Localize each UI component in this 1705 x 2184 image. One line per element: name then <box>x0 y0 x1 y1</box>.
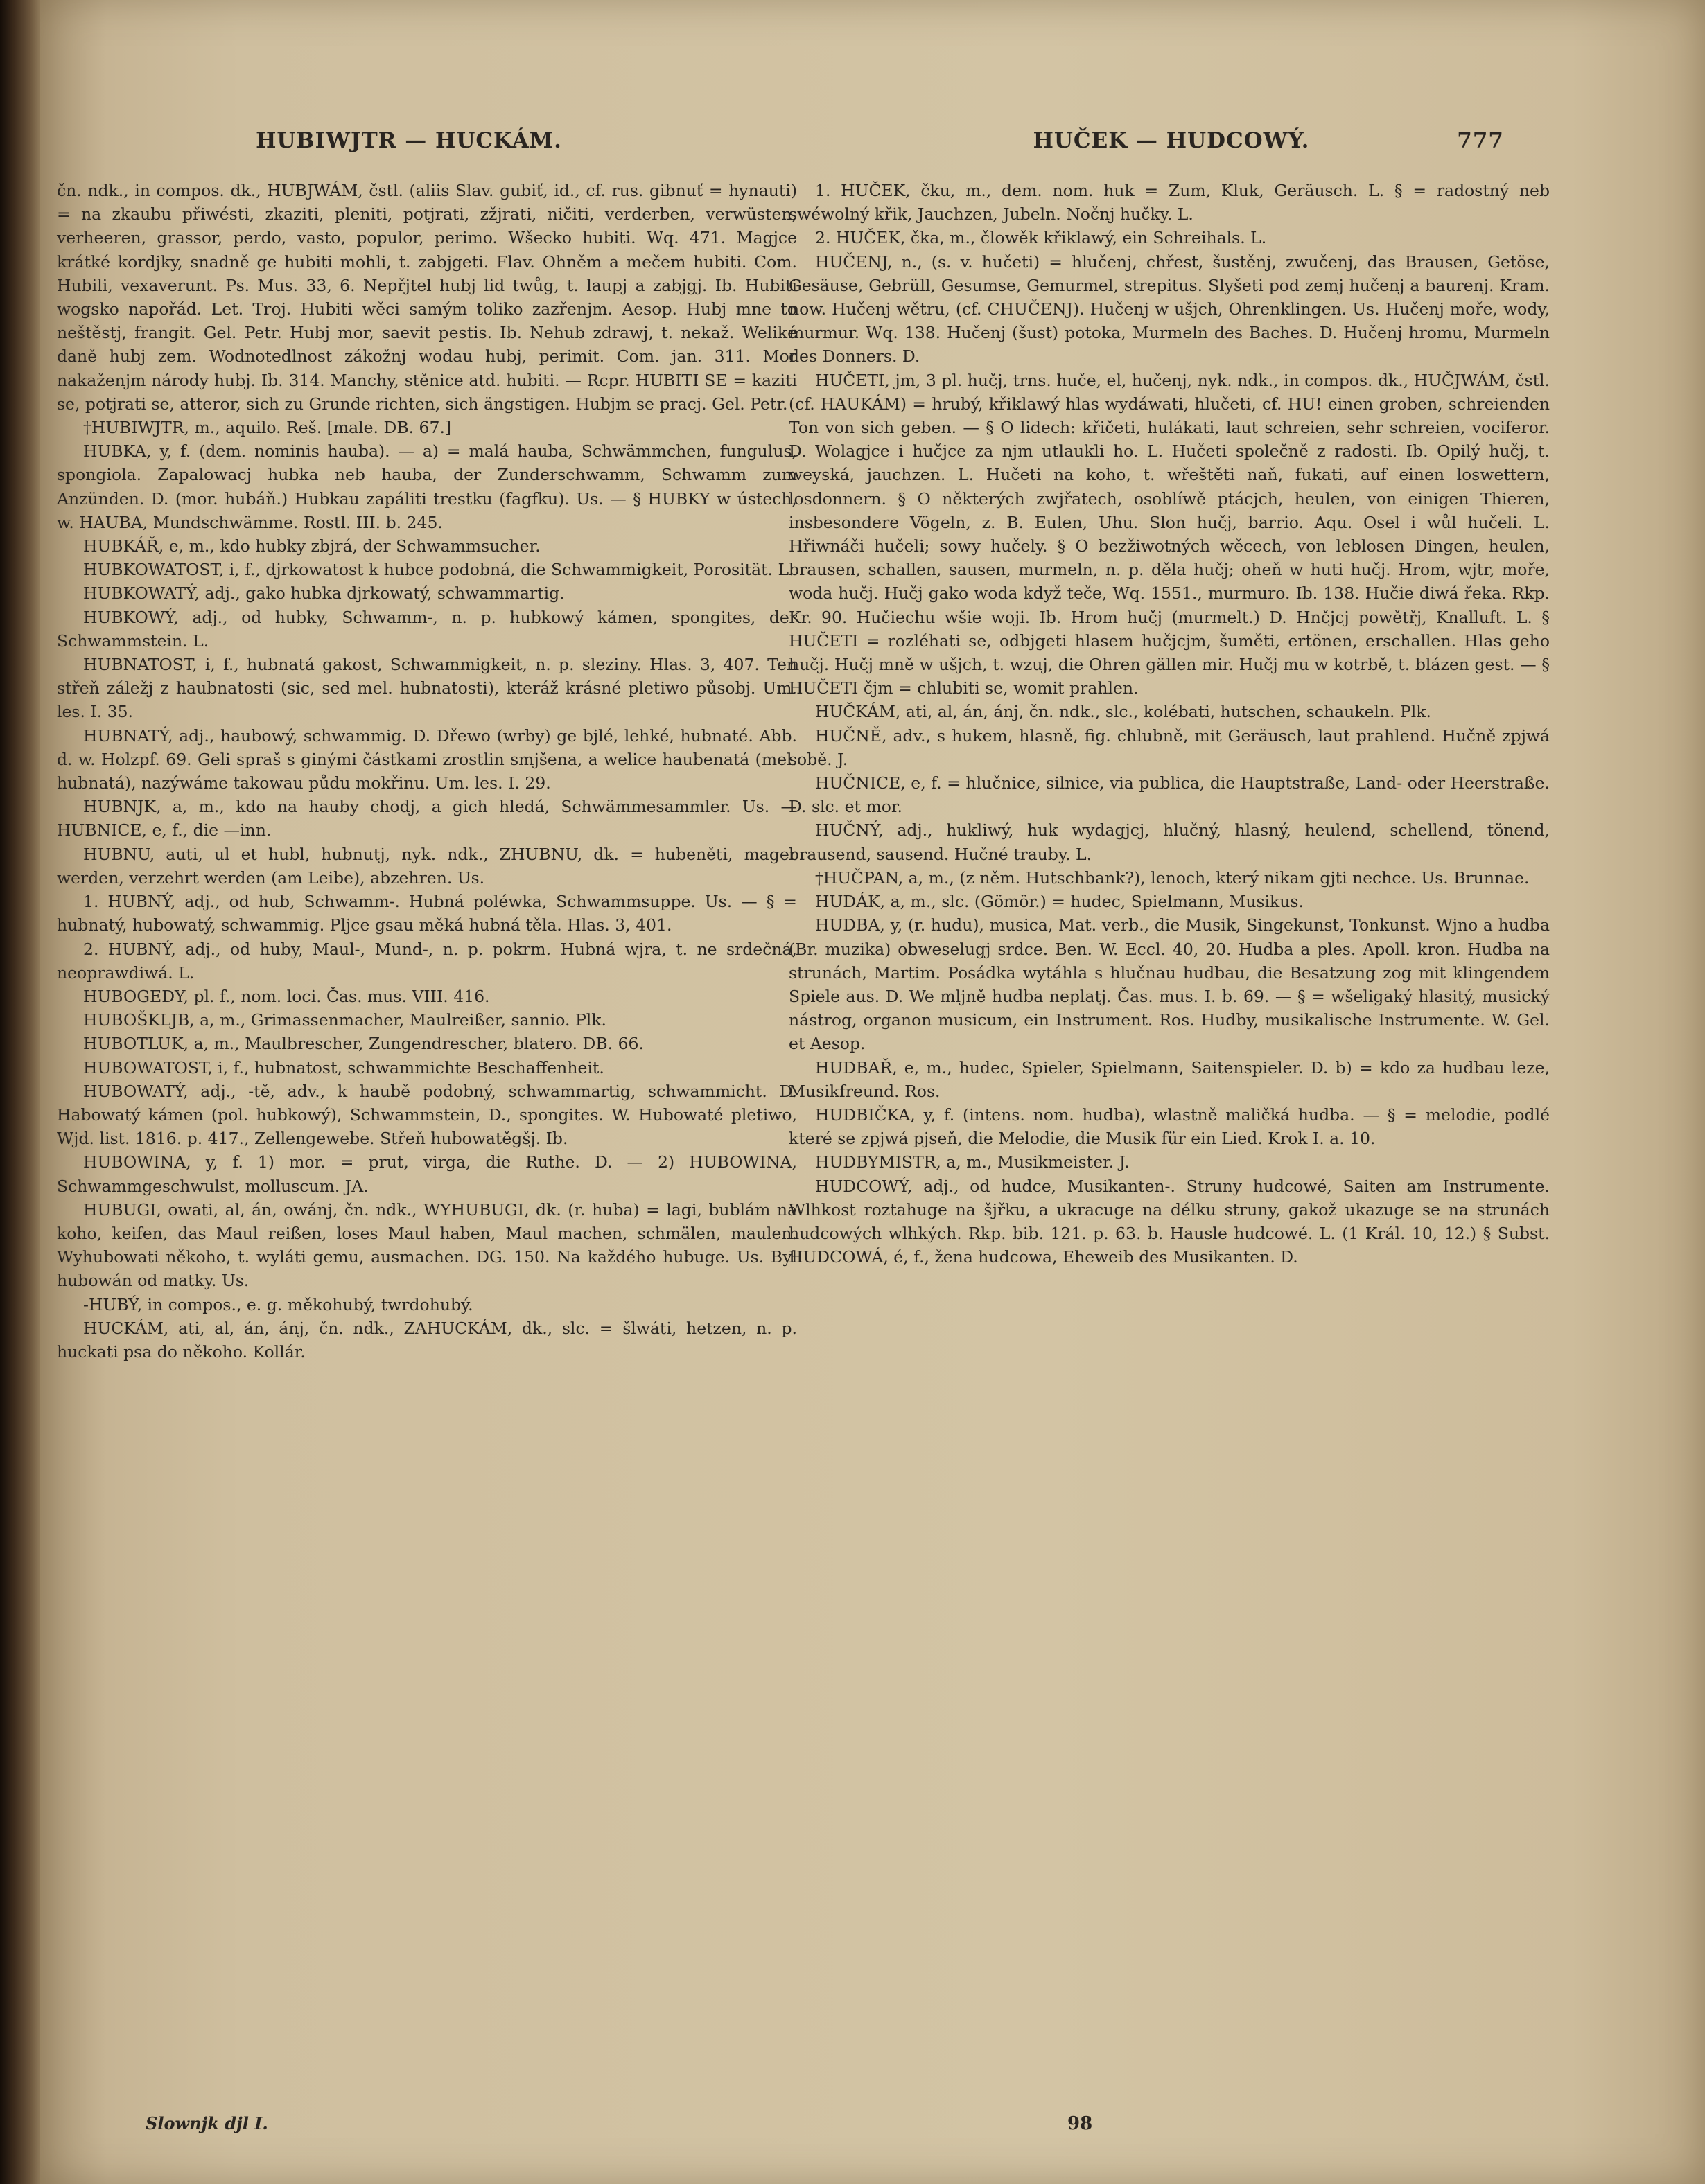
dictionary-entry: HUBKÁŘ, e, m., kdo hubky zbjrá, der Schwammsucher. <box>83 536 541 556</box>
dictionary-entry: HUBNJK, a, m., kdo na hauby chodj, a gich hledá, Schwämmesammler. Us. — HUBNICE, e, f., die —inn. <box>57 797 797 840</box>
dictionary-entry: HUCKÁM, ati, al, án, ánj, čn. ndk., ZAHUCKÁM, dk., slc. = šlwáti, hetzen, n. p. huckati psa do někoho. Kollár. <box>57 1318 797 1362</box>
right-column <box>789 179 1550 1269</box>
dictionary-entry: HUBOGEDY, pl. f., nom. loci. Čas. mus. VIII. 416. <box>83 986 490 1006</box>
dictionary-entry: HUBKOWÝ, adj., od hubky, Schwamm-, n. p. hubkowý kámen, spongites, der Schwammstein. L. <box>57 607 797 651</box>
dictionary-entry: HUDCOWÝ, adj., od hudce, Musikanten-. Struny hudcowé, Saiten am Instrumente. Wlhkost roztahuge na šjřku, a ukracuge na délku struny, gakož ukazuge se na strunách hudcowých wlhkých. Rkp. bib. 121. p. 63. b. Hausle hudcowé. L. (1 Král. 10, 12.) § Subst. HUDCOWÁ, é, f., žena hudcowa, Eheweib des Musikanten. D. <box>789 1176 1550 1267</box>
dictionary-entry: †HUČPAN, a, m., (z něm. Hutschbank?), lenoch, který nikam gjti nechce. Us. Brunnae. <box>815 868 1530 888</box>
dictionary-entry: HUBNATÝ, adj., haubowý, schwammig. D. Dřewo (wrby) ge bjlé, lehké, hubnaté. Abb. d. w. Holzpf. 69. Geli spraš s ginými částkami zrostlin smjšena, a welice haubenatá (mel. hubnatá), nazýwáme takowau půdu mokřinu. Um. les. I. 29. <box>57 725 797 793</box>
dictionary-entry: HUBNU, auti, ul et hubl, hubnutj, nyk. ndk., ZHUBNU, dk. = hubeněti, mager werden, verzehrt werden (am Leibe), abzehren. Us. <box>57 844 797 888</box>
book-spine-shadow <box>0 0 40 2184</box>
dictionary-entry: 1. HUBNÝ, adj., od hub, Schwamm-. Hubná poléwka, Schwammsuppe. Us. — § = hubnatý, hubowatý, schwammig. Pljce gsau měká hubná těla. Hlas. 3, 401. <box>57 892 797 935</box>
dictionary-entry: HUČNÝ, adj., hukliwý, huk wydagjcj, hlučný, hlasný, heulend, schellend, tönend, brausend, sausend. Hučné trauby. L. <box>789 820 1550 864</box>
dictionary-entry: HUDÁK, a, m., slc. (Gömör.) = hudec, Spielmann, Musikus. <box>815 892 1304 912</box>
dictionary-entry: 2. HUBNÝ, adj., od huby, Maul-, Mund-, n. p. pokrm. Hubná wjra, t. ne srdečná, neoprawdiwá. L. <box>57 939 797 983</box>
dictionary-entry: -HUBÝ, in compos., e. g. měkohubý, twrdohubý. <box>83 1294 473 1314</box>
dictionary-entry: HUČNĚ, adv., s hukem, hlasně, fig. chlubně, mit Geräusch, laut prahlend. Hučně zpjwá sobě. J. <box>789 725 1550 769</box>
dictionary-entry: HUČENJ, n., (s. v. hučeti) = hlučenj, chřest, šustěnj, zwučenj, das Brausen, Getöse, Gesäuse, Gebrüll, Gesumse, Gemurmel, strepitus. Slyšeti pod zemj hučenj a baurenj. Kram. now. Hučenj wětru, (cf. CHUČENJ). Hučenj w ušjch, Ohrenklingen. Us. Hučenj moře, wody, murmur. Wq. 138. Hučenj (šust) potoka, Murmeln des Baches. D. Hučenj hromu, Murmeln des Donners. D. <box>789 252 1550 367</box>
dictionary-entry: čn. ndk., in compos. dk., HUBJWÁM, čstl. (aliis Slav. gubiť, id., cf. rus. gibnuť = hynauti) = na zkaubu přiwésti, zkaziti, pleniti, potjrati, zžjrati, ničiti, verderben, verwüsten, verheeren, grassor, perdo, vasto, populor, perimo. Wšecko hubiti. Wq. 471. Magjce krátké kordjky, snadně ge hubiti mohli, t. zabjgeti. Flav. Ohněm a mečem hubiti. Com. Hubili, vexaverunt. Ps. Mus. 33, 6. Nepřjtel hubj lid twůg, t. laupj a zabjgj. Ib. Hubiti wogsko napořád. Let. Troj. Hubiti wěci samým toliko zazřenjm. Aesop. Hubj mne to neštěstj, frangit. Gel. Petr. Hubj mor, saevit pestis. Ib. Nehub zdrawj, t. nekaž. Weliké daně hubj zem. Wodnotedlnost zákožnj wodau hubj, perimit. Com. jan. 311. Mor nakaženjm národy hubj. Ib. 314. Manchy, stěnice atd. hubiti. — Rcpr. HUBITI SE = kaziti se, potjrati se, atteror, sich zu Grunde richten, sich ängstigen. Hubjm se pracj. Gel. Petr. <box>57 181 797 414</box>
dictionary-entry: HUBKOWATÝ, adj., gako hubka djrkowatý, schwammartig. <box>83 583 565 604</box>
dictionary-entry: HUBOWATOST, i, f., hubnatost, schwammichte Beschaffenheit. <box>83 1057 604 1077</box>
dictionary-entry: HUBUGI, owati, al, án, owánj, čn. ndk., WYHUBUGI, dk. (r. huba) = lagi, bublám na koho, keifen, das Maul reißen, loses Maul haben, Maul machen, schmälen, maulen. Wyhubowati někoho, t. wyláti gemu, ausmachen. DG. 150. Na každého hubuge. Us. Byl hubowán od matky. Us. <box>57 1199 797 1291</box>
dictionary-entry: HUBOŠKLJB, a, m., Grimassenmacher, Maulreißer, sannio. Plk. <box>83 1010 607 1030</box>
running-head-right: HUČEK — HUDCOWÝ. <box>1033 128 1310 153</box>
dictionary-entry: HUČNICE, e, f. = hlučnice, silnice, via publica, die Hauptstraße, Land- oder Heerstraße. D. slc. et mor. <box>789 773 1550 817</box>
signature-mark: Slownjk djl I. <box>146 2113 268 2133</box>
dictionary-entry: †HUBIWJTR, m., aquilo. Reš. [male. DB. 67.] <box>83 418 452 438</box>
dictionary-entry: HUDBA, y, (r. hudu), musica, Mat. verb., die Musik, Singekunst, Tonkunst. Wjno a hudba (Br. muzika) obweselugj srdce. Ben. W. Eccl. 40, 20. Hudba a ples. Apoll. kron. Hudba na strunách, Martim. Posádka wytáhla s hlučnau hudbau, die Besatzung zog mit klingendem Spiele aus. D. We mljně hudba neplatj. Čas. mus. I. b. 69. — § = wšeligaký hlasitý, musický nástrog, organon musicum, ein Instrument. Ros. Hudby, musikalische Instrumente. W. Gel. et Aesop. <box>789 915 1550 1054</box>
left-column <box>57 179 797 1364</box>
dictionary-entry: 2. HUČEK, čka, m., člowěk křiklawý, ein Schreihals. L. <box>815 228 1267 248</box>
page-number: 777 <box>1457 128 1504 153</box>
sheet-number: 98 <box>1067 2113 1093 2134</box>
dictionary-entry: 1. HUČEK, čku, m., dem. nom. huk = Zum, Kluk, Geräusch. L. § = radostný neb swéwolný křik, Jauchzen, Jubeln. Nočnj hučky. L. <box>789 181 1550 224</box>
dictionary-entry: HUBOTLUK, a, m., Maulbrescher, Zungendrescher, blatero. DB. 66. <box>83 1034 644 1054</box>
dictionary-entry: HUČETI, jm, 3 pl. hučj, trns. huče, el, hučenj, nyk. ndk., in compos. dk., HUČJWÁM, čstl. (cf. HAUKÁM) = hrubý, křiklawý hlas wydáwati, hlučeti, cf. HU! einen groben, schreienden Ton von sich geben. — § O lidech: křičeti, hulákati, laut schreien, sehr schreien, vociferor. D. Wolagjce i hučjce za njm utlaukli ho. L. Hučeti společně z radosti. Ib. Opilý hučj, t. weyská, jauchzen. L. Hučeti na koho, t. wřeštěti naň, fukati, auf einen loswettern, losdonnern. § O některých zwjřatech, osoblíwě ptácjch, heulen, von einigen Thieren, insbesondere Vögeln, z. B. Eulen, Uhu. Slon hučj, barrio. Aqu. Osel i wůl hučeli. L. Hřiwnáči hučeli; sowy hučely. § O bezžiwotných wěcech, von leblosen Dingen, heulen, brausen, schallen, sausen, murmeln, n. p. děla hučj; oheň w huti hučj. Hrom, wjtr, moře, woda hučj. Hučj gako woda když teče, Wq. 1551., murmuro. Ib. 138. Hučie diwá řeka. Rkp. Kr. 90. Hučiechu wšie woji. Ib. Hrom hučj (murmelt.) D. Hnčjcj powětřj, Knalluft. L. § HUČETI = rozléhati se, odbjgeti hlasem hučjcjm, šuměti, ertönen, erschallen. Hlas geho hučj. Hučj mně w ušjch, t. wzuj, die Ohren gällen mir. Hučj mu w kotrbě, t. blázen gest. — § HUČETI čjm = chlubiti se, womit prahlen. <box>789 370 1550 698</box>
dictionary-entry: HUBKA, y, f. (dem. nominis hauba). — a) = malá hauba, Schwämmchen, fungulus, spongiola. Zapalowacj hubka neb hauba, der Zunderschwamm, Schwamm zum Anzünden. D. (mor. hubáň.) Hubkau zapáliti trestku (fagfku). Us. — § HUBKY w ústech, w. HAUBA, Mundschwämme. Rostl. III. b. 245. <box>57 441 797 532</box>
dictionary-entry: HUDBIČKA, y, f. (intens. nom. hudba), wlastně maličká hudba. — § = melodie, podlé které se zpjwá pjseň, die Melodie, die Musik für ein Lied. Krok I. a. 10. <box>789 1104 1550 1149</box>
dictionary-entry: HUČKÁM, ati, al, án, ánj, čn. ndk., slc., kolébati, hutschen, schaukeln. Plk. <box>815 702 1431 722</box>
dictionary-entry: HUBNATOST, i, f., hubnatá gakost, Schwammigkeit, n. p. sleziny. Hlas. 3, 407. Ten střeň záležj z haubnatosti (sic, sed mel. hubnatosti), kteráž krásné pletiwo působj. Um. les. I. 35. <box>57 655 797 722</box>
dictionary-entry: HUDBAŘ, e, m., hudec, Spieler, Spielmann, Saitenspieler. D. b) = kdo za hudbau leze, Musikfreund. Ros. <box>789 1057 1550 1101</box>
dictionary-entry: HUBKOWATOST, i, f., djrkowatost k hubce podobná, die Schwammigkeit, Porosität. L. <box>83 560 794 580</box>
dictionary-entry: HUBOWINA, y, f. 1) mor. = prut, virga, die Ruthe. D. — 2) HUBOWINA, Schwammgeschwulst, molluscum. JA. <box>57 1152 797 1196</box>
running-head-left: HUBIWJTR — HUCKÁM. <box>256 128 562 153</box>
dictionary-entry: HUBOWATÝ, adj., -tě, adv., k haubě podobný, schwammartig, schwammicht. D. Habowatý kámen (pol. hubkowý), Schwammstein, D., spongites. W. Hubowaté pletiwo, Wjd. list. 1816. p. 417., Zellengewebe. Střeň hubowatěgšj. Ib. <box>57 1081 797 1149</box>
dictionary-entry: HUDBYMISTR, a, m., Musikmeister. J. <box>815 1152 1130 1172</box>
